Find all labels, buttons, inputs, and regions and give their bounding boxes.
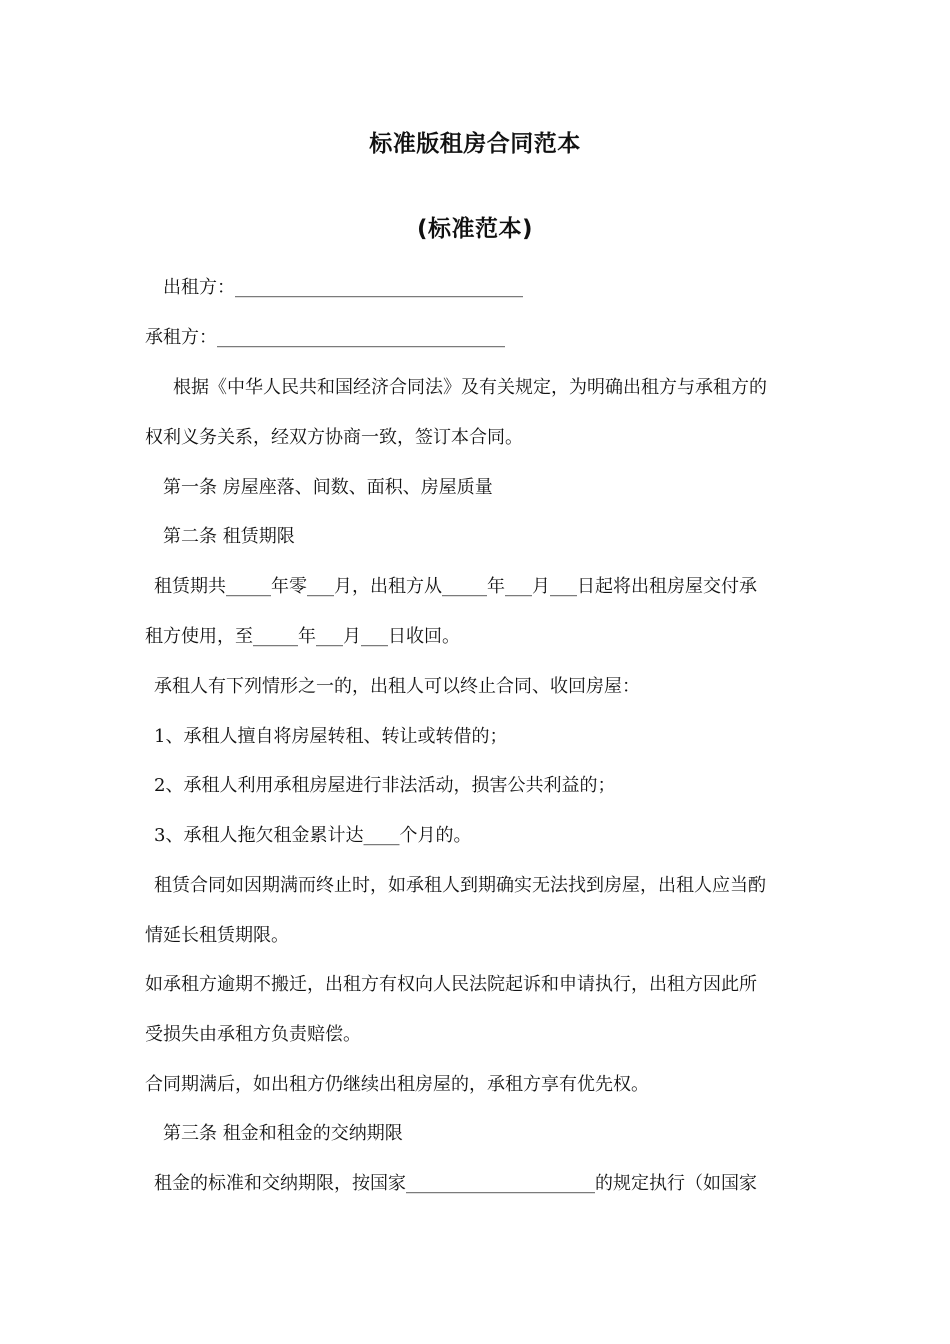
- article-heading: 第二条 租赁期限: [163, 526, 295, 547]
- list-item: 1、承租人擅自将房屋转租、转让或转借的；: [154, 726, 508, 747]
- paragraph-line: 根据《中华人民共和国经济合同法》及有关规定，为明确出租方与承租方的: [173, 377, 767, 398]
- paragraph-line: 情延长租赁期限。: [145, 925, 289, 946]
- paragraph-line: 租金的标准和交纳期限，按国家_____________________的规定执行（如国家: [154, 1173, 757, 1194]
- list-item: 2、承租人利用承租房屋进行非法活动，损害公共利益的；: [154, 775, 616, 796]
- paragraph-line: 租赁期共_____年零___月，出租方从_____年___月___日起将出租房屋交付承: [154, 576, 757, 597]
- article-heading: 第一条 房屋座落、间数、面积、房屋质量: [163, 477, 493, 498]
- document-title: 标准版租房合同范本: [369, 131, 581, 157]
- paragraph-line: 权利义务关系，经双方协商一致，签订本合同。: [145, 427, 523, 448]
- paragraph-line: 合同期满后，如出租方仍继续出租房屋的，承租方享有优先权。: [145, 1074, 649, 1095]
- document-subtitle: (标准范本): [416, 216, 534, 242]
- lessor-line: 出租方：________________________________: [163, 277, 523, 298]
- list-item: 3、承租人拖欠租金累计达____个月的。: [154, 825, 472, 846]
- paragraph-line: 租赁合同如因期满而终止时，如承租人到期确实无法找到房屋，出租人应当酌: [154, 875, 766, 896]
- paragraph-line: 受损失由承租方负责赔偿。: [145, 1024, 361, 1045]
- paragraph-line: 租方使用，至_____年___月___日收回。: [145, 626, 460, 647]
- lessee-line: 承租方：________________________________: [145, 327, 505, 348]
- article-heading: 第三条 租金和租金的交纳期限: [163, 1123, 403, 1144]
- paragraph-line: 承租人有下列情形之一的，出租人可以终止合同、收回房屋：: [154, 676, 640, 697]
- paragraph-line: 如承租方逾期不搬迁，出租方有权向人民法院起诉和申请执行，出租方因此所: [145, 974, 757, 995]
